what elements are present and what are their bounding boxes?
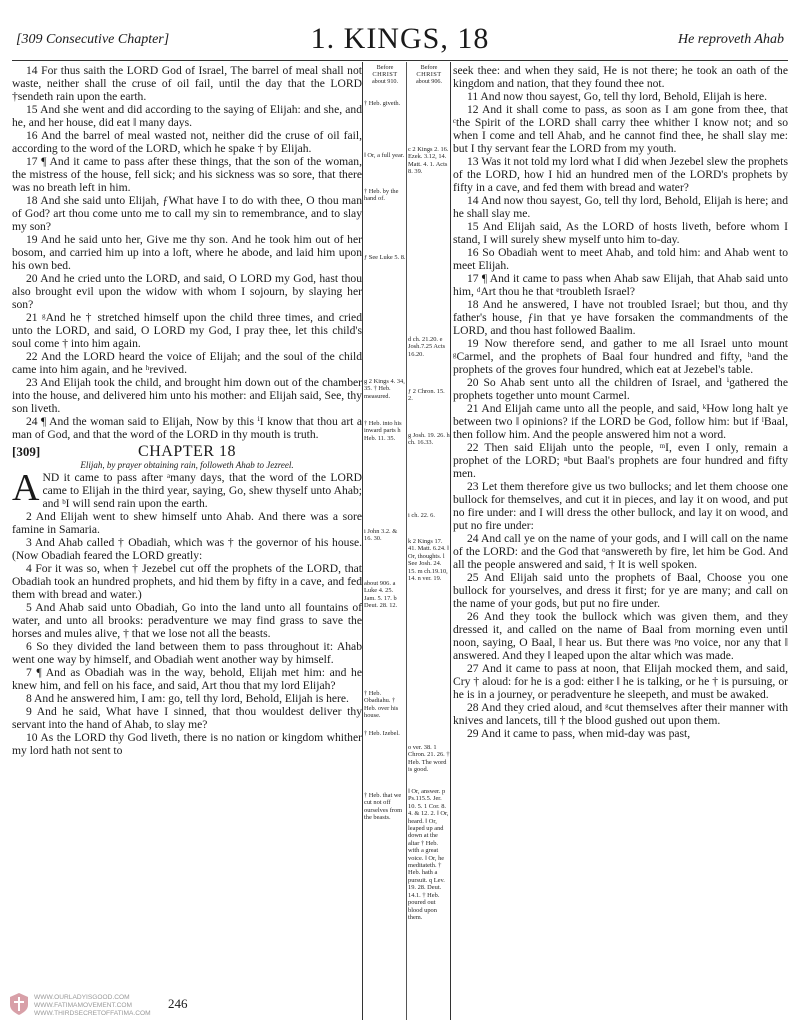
verse: 19 Now therefore send, and gather to me all Israel unto mount ᵍCarmel, and the prophets of Baal four hundred and fifty, ʰand the prophets of the groves four hundred, which eat at Jezebel's table. bbox=[453, 337, 788, 376]
margin-note: o ver. 38. 1 Chron. 21. 26. † Heb. The word is good. bbox=[408, 744, 450, 774]
verse: 20 And he cried unto the LORD, and said, O LORD my God, hast thou also brought evil upon the widow with whom I sojourn, by slaying her son? bbox=[12, 272, 362, 311]
verse bbox=[12, 467, 362, 510]
watermark-urls bbox=[34, 994, 151, 1018]
margin-note: † Heb. by the hand of. bbox=[364, 188, 399, 203]
verse: 16 So Obadiah went to meet Ahab, and told him: and Ahab went to meet Elijah. bbox=[453, 246, 788, 272]
verse: 22 Then said Elijah unto the people, ᵐI, even I only, remain a prophet of the LORD; ⁿbut Baal's prophets are four hundred and fifty men. bbox=[453, 441, 788, 480]
verse: 6 So they divided the land between them to pass throughout it: Ahab went one way by himself, and Obadiah went another way by himself. bbox=[12, 640, 362, 666]
verse: 24 ¶ And the woman said to Elijah, Now by this ⁱI know that thou art a man of God, and that the word of the LORD in thy mouth is truth. bbox=[12, 415, 362, 441]
margin-note: i ch. 22. 6. bbox=[408, 512, 435, 519]
margin-note: g 2 Kings 4. 34, 35. † Heb. measured. bbox=[364, 378, 405, 400]
margin-note: ƒ 2 Chron. 15. 2. bbox=[408, 388, 445, 403]
verse: 5 And Ahab said unto Obadiah, Go into the land unto all fountains of water, and unto all brooks: peradventure we may find grass to save the horses and mules alive, † that we lose not all the beasts. bbox=[12, 601, 362, 640]
verse: 23 Let them therefore give us two bullocks; and let them choose one bullock for themselves, and cut it in pieces, and lay it on wood, and put no fire under: and I will dress the other bullock, and lay it on wood, and put no fire under: bbox=[453, 480, 788, 532]
chapter-summary: Elijah, by prayer obtaining rain, followeth Ahab to Jezreel. bbox=[80, 460, 294, 470]
margin-note: † Heb. giveth. bbox=[364, 100, 401, 107]
verse: 7 ¶ And as Obadiah was in the way, behold, Elijah met him: and he knew him, and fell on his face, and said, Art thou that my lord Elijah? bbox=[12, 666, 362, 692]
verse: 20 So Ahab sent unto all the children of Israel, and ⁱgathered the prophets together unto mount Carmel. bbox=[453, 376, 788, 402]
site-logo-icon bbox=[8, 992, 30, 1016]
verse: 21 ᵍAnd he † stretched himself upon the child three times, and cried unto the LORD, and said, O LORD my God, I pray thee, let this child's soul come † into him again. bbox=[12, 311, 362, 350]
header-rule bbox=[12, 60, 788, 61]
left-margin-notes bbox=[364, 64, 406, 822]
margin-note: about 906. a Luke 4. 25. Jam. 5. 17. b Deut. 28. 12. bbox=[364, 580, 398, 610]
verse: 18 And she said unto Elijah, ƒWhat have I to do with thee, O thou man of God? art thou come unto me to call my sin to remembrance, and to slay my son? bbox=[12, 194, 362, 233]
verse: 27 And it came to pass at noon, that Elijah mocked them, and said, Cry † aloud: for he is a god: either ‖ he is talking, or he † is pursuing, or he is in a journey, or peradventure he sleepeth, and must be awaked. bbox=[453, 662, 788, 701]
verse: 14 For thus saith the LORD God of Israel, The barrel of meal shall not waste, neither shall the cruse of oil fail, until the day that the LORD †sendeth rain upon the earth. bbox=[12, 64, 362, 103]
margin-date-head: Before CHRIST about 906. bbox=[415, 64, 443, 85]
url-link[interactable]: WWW.THIRDSECRETOFFATIMA.COM bbox=[34, 1010, 151, 1017]
margin-note: c 2 Kings 2. 16. Ezek. 3.12, 14. Matt. 4. 1. Acts 8. 39. bbox=[408, 146, 449, 176]
margin-note: g Josh. 19. 26. h ch. 16.33. bbox=[408, 432, 450, 447]
verse: 10 As the LORD thy God liveth, there is no nation or kingdom whither my lord hath not sent to bbox=[12, 731, 362, 757]
chapter-label: CHAPTER 18 bbox=[138, 443, 236, 460]
verse-text: ND it came to pass after ᵃmany days, that the word of the LORD came to Elijah in the third year, saying, Go, shew thyself unto Ahab; and ᵇI will send rain upon the earth. bbox=[42, 471, 362, 510]
page-header bbox=[12, 22, 788, 62]
margin-note: ƒ See Luke 5. 8. bbox=[364, 254, 406, 261]
verse: 24 And call ye on the name of your gods, and I will call on the name of the LORD: and the God that ᵒanswereth by fire, let him be God. And all the people answered and said, † It is well spoken. bbox=[453, 532, 788, 571]
consecutive-chapter-label: [309 Consecutive Chapter] bbox=[16, 32, 170, 47]
drop-cap: A bbox=[12, 467, 40, 509]
page-footer bbox=[8, 992, 408, 1020]
verse: 8 And he answered him, I am: go, tell thy lord, Behold, Elijah is here. bbox=[26, 692, 349, 705]
verse: 9 And he said, What have I sinned, that thou wouldest deliver thy servant into the hand of Ahab, to slay me? bbox=[12, 705, 362, 731]
right-text-column bbox=[453, 64, 788, 740]
running-head: He reproveth Ahab bbox=[677, 32, 784, 47]
verse: 28 And they cried aloud, and ᵍcut themselves after their manner with knives and lancets, till † the blood gushed out upon them. bbox=[453, 701, 788, 727]
verse: 21 And Elijah came unto all the people, and said, ᵏHow long halt ye between two ‖ opinions? if the LORD be God, follow him: but if ˡBaal, then follow him. And the people answered him not a word. bbox=[453, 402, 788, 441]
margin-divider bbox=[406, 62, 407, 1020]
verse: 14 And now thou sayest, Go, tell thy lord, Behold, Elijah is here; and he shall slay me. bbox=[453, 194, 788, 220]
margin-note: ‖ Or, answer. p Ps.115.5. Jer. 10. 5. 1 Cor. 8. 4. & 12. 2. ‖ Or, heard. ‖ Or, leaped up and down at the altar † Heb. with a great voice. ‖ Or, he meditateth. † Heb. hath a pursuit. q Lev. 19. 28. Deut. 14.1. † Heb. poured out blood upon them. bbox=[408, 788, 449, 921]
verse: 15 And she went and did according to the saying of Elijah: and she, and he, and her house, did eat ‖ many days. bbox=[12, 103, 362, 129]
chapter-consecutive-number: [309] bbox=[12, 444, 41, 459]
column-divider bbox=[362, 62, 363, 1020]
verse: 17 ¶ And it came to pass after these things, that the son of the woman, the mistress of the house, fell sick; and his sickness was so sore, that there was no breath left in him. bbox=[12, 155, 362, 194]
verse: 11 And now thou sayest, Go, tell thy lord, Behold, Elijah is here. bbox=[467, 90, 768, 103]
margin-note: d ch. 21.20. e Josh.7.25 Acts 16.20. bbox=[408, 336, 446, 358]
margin-note: ‖ Or, a full year. bbox=[364, 152, 405, 159]
margin-note: † Heb. that we cut not off ourselves from the beasts. bbox=[364, 792, 403, 822]
verse: 13 Was it not told my lord what I did when Jezebel slew the prophets of the LORD, how I hid an hundred men of the LORD's prophets by fifty in a cave, and fed them with bread and water? bbox=[453, 155, 788, 194]
right-margin-notes bbox=[408, 64, 450, 921]
margin-note: i John 3.2. & 16. 30. bbox=[364, 528, 398, 543]
margin-note: † Heb. Obadiahu. † Heb. over his house. bbox=[364, 690, 399, 720]
verse: 4 For it was so, when † Jezebel cut off the prophets of the LORD, that Obadiah took an hundred prophets, and hid them by fifty in a cave, and fed them with bread and water.) bbox=[12, 562, 362, 601]
chapter-heading bbox=[12, 443, 362, 460]
page-title: 1. KINGS, 18 bbox=[310, 22, 490, 55]
page-number: 246 bbox=[168, 996, 188, 1011]
verse: 22 And the LORD heard the voice of Elijah; and the soul of the child came into him again, and he ʰrevived. bbox=[12, 350, 362, 376]
url-link[interactable]: WWW.FATIMAMOVEMENT.COM bbox=[34, 1002, 133, 1009]
verse: 16 And the barrel of meal wasted not, neither did the cruse of oil fail, according to the word of the LORD, which he spake † by Elijah. bbox=[12, 129, 362, 155]
url-link[interactable]: WWW.OURLADYISGOOD.COM bbox=[34, 994, 130, 1001]
margin-note: † Heb. Izebel. bbox=[364, 730, 400, 737]
verse: 25 And Elijah said unto the prophets of Baal, Choose you one bullock for yourselves, and dress it first; for ye are many; and call on the name of your gods, but put no fire under. bbox=[453, 571, 788, 610]
verse: 19 And he said unto her, Give me thy son. And he took him out of her bosom, and carried him up into a loft, where he abode, and laid him upon his own bed. bbox=[12, 233, 362, 272]
margin-note: † Heb. into his inward parts h Heb. 11. 35. bbox=[364, 420, 402, 442]
verse: 26 And they took the bullock which was given them, and they dressed it, and called on the name of Baal from morning even until noon, saying, O Baal, ‖ hear us. But there was ᵖno voice, nor any that ‖ answered. And they ‖ leaped upon the altar which was made. bbox=[453, 610, 788, 662]
verse: 18 And he answered, I have not troubled Israel; but thou, and thy father's house, ƒin that ye have forsaken the commandments of the LORD, and thou hast followed Baalim. bbox=[453, 298, 788, 337]
verse: 2 And Elijah went to shew himself unto Ahab. And there was a sore famine in Samaria. bbox=[12, 510, 362, 536]
verse: 23 And Elijah took the child, and brought him down out of the chamber into the house, and delivered him unto his mother: and Elijah said, See, thy son liveth. bbox=[12, 376, 362, 415]
verse: 15 And Elijah said, As the LORD of hosts liveth, before whom I stand, I will surely shew myself unto him to-day. bbox=[453, 220, 788, 246]
left-text-column bbox=[12, 64, 362, 757]
verse: 17 ¶ And it came to pass when Ahab saw Elijah, that Ahab said unto him, ᵈArt thou he that ᵉtroubleth Israel? bbox=[453, 272, 788, 298]
verse: 12 And it shall come to pass, as soon as I am gone from thee, that ᶜthe Spirit of the LORD shall carry thee whither I know not; and so when I come and tell Ahab, and he cannot find thee, he shall slay me: but I thy servant fear the LORD from my youth. bbox=[453, 103, 788, 155]
column-divider bbox=[450, 62, 451, 1020]
verse: 3 And Ahab called † Obadiah, which was † the governor of his house. (Now Obadiah feared the LORD greatly: bbox=[12, 536, 362, 562]
verse: 29 And it came to pass, when mid-day was past, bbox=[467, 727, 691, 740]
margin-date-head: Before CHRIST about 910. bbox=[371, 64, 399, 85]
verse: seek thee: and when they said, He is not there; he took an oath of the kingdom and nation, that they found thee not. bbox=[453, 64, 788, 90]
margin-note: k 2 Kings 17. 41. Matt. 6.24. ‖ Or, thoughts. l See Josh. 24. 15. m ch.19.10, 14. n ver. 19. bbox=[408, 538, 450, 583]
